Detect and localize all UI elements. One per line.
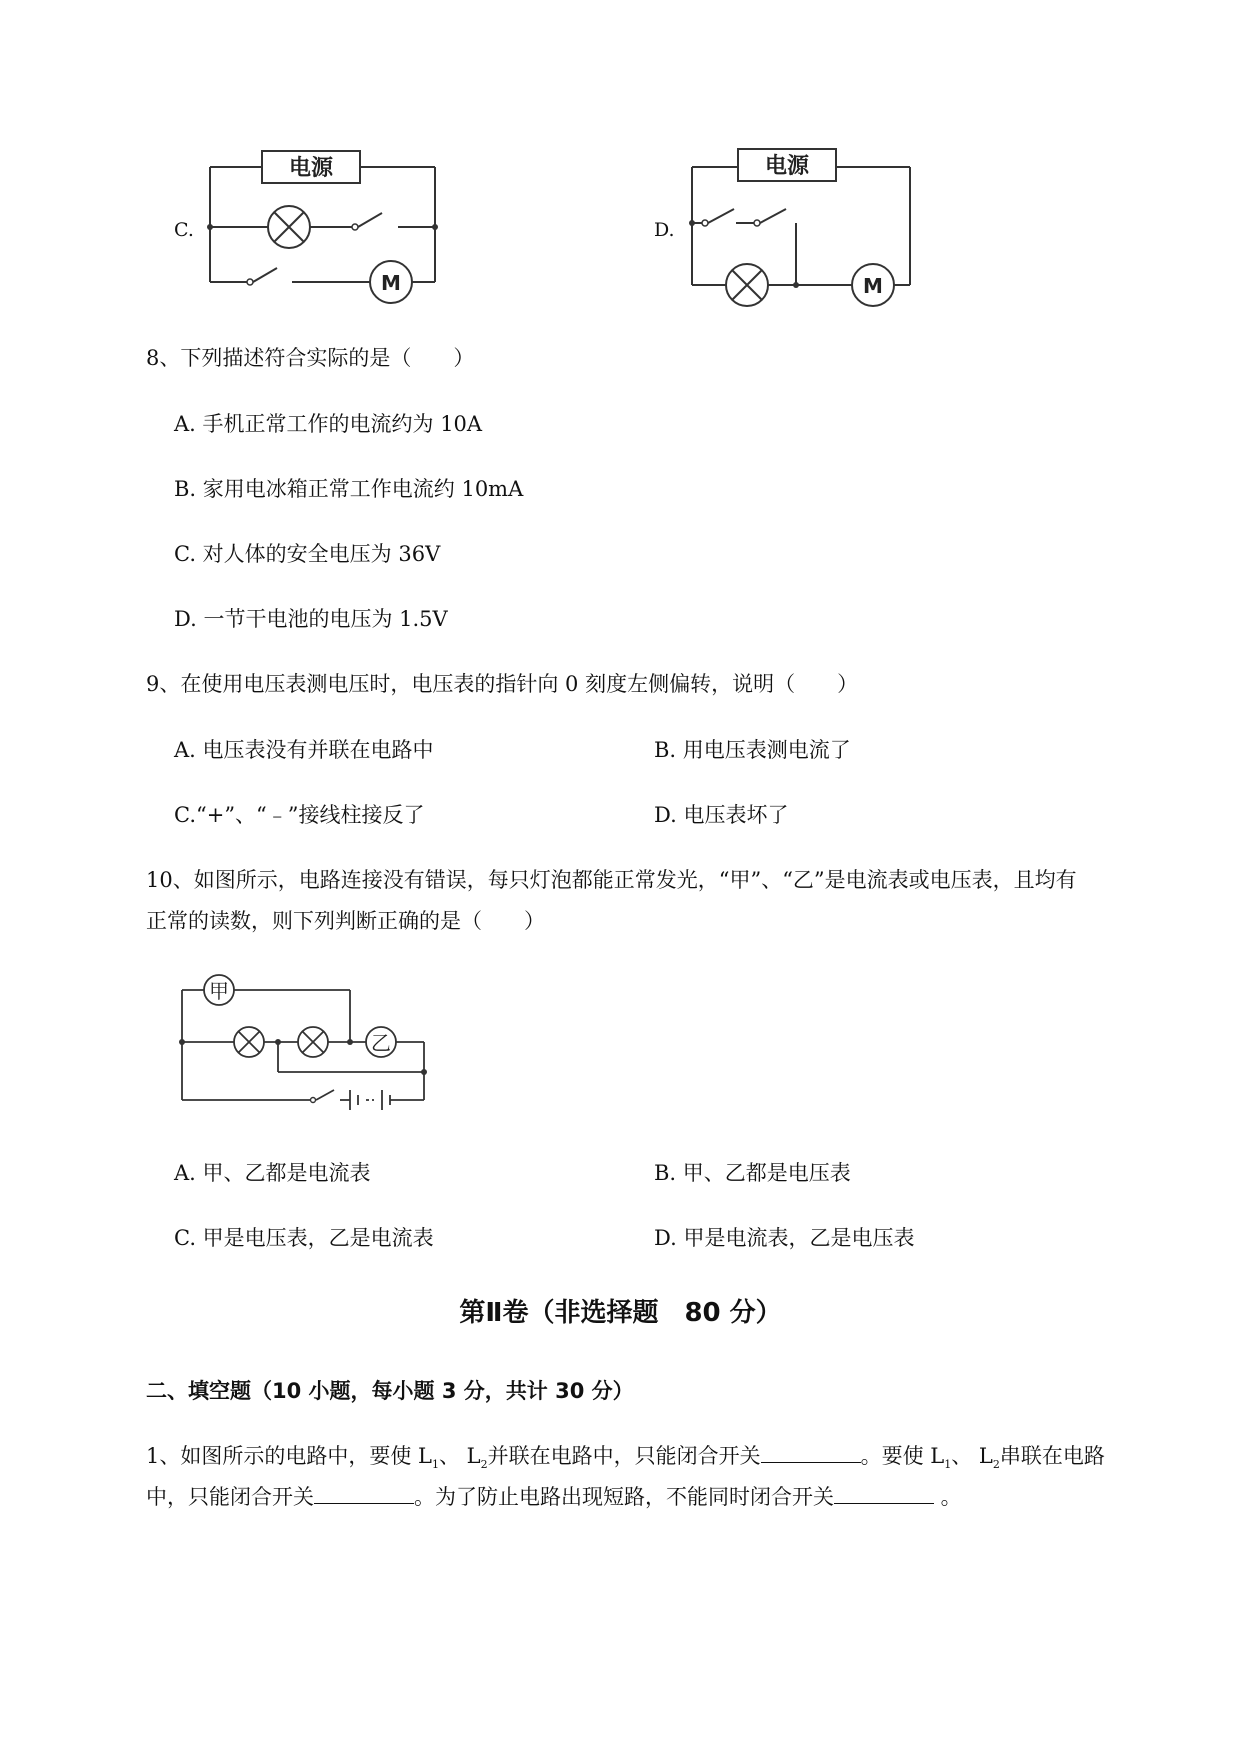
q10-option-c: C. 甲是电压表，乙是电流表 (174, 1226, 434, 1250)
q9-option-b: B. 用电压表测电流了 (654, 738, 851, 762)
answer-blank-2[interactable] (314, 1483, 414, 1504)
fill-question-1-line2: 中，只能闭合开关 。为了防止电路出现短路，不能同时闭合开关 。 (146, 1485, 962, 1509)
question-10-stem-line2: 正常的读数，则下列判断正确的是（ ） (146, 909, 545, 933)
fill-question-1-line1: 1、如图所示的电路中，要使 $L_1$、 $L_2$并联在电路中，只能闭合开关 。要使 $L_1$、 $L_2$串联在电路 (146, 1444, 1105, 1472)
q8-option-b: B. 家用电冰箱正常工作电流约 10mA (174, 477, 524, 501)
question-10-stem-line1: 10、如图所示，电路连接没有错误，每只灯泡都能正常发光，“甲”、“乙”是电流表或电压表，且均有 (146, 868, 1077, 892)
circuit-diagram-c (200, 145, 440, 305)
part-two-title: 第Ⅱ卷（非选择题 80 分） (459, 1298, 782, 1328)
q8-option-d: D. 一节干电池的电压为 1.5V (174, 607, 448, 631)
answer-blank-3[interactable] (834, 1483, 934, 1504)
meter-b-label: 乙 (371, 1031, 391, 1055)
q8-option-a: A. 手机正常工作的电流约为 10A (174, 412, 483, 436)
option-d-label: D. (654, 219, 675, 241)
motor-label-c: M (381, 271, 401, 295)
question-9-stem: 9、在使用电压表测电压时，电压表的指针向 0 刻度左侧偏转，说明（ ） (146, 672, 859, 696)
question-8-stem: 8、下列描述符合实际的是（ ） (146, 346, 475, 370)
q10-option-b: B. 甲、乙都是电压表 (654, 1161, 851, 1185)
q9-option-c: C.“+”、“﹣”接线柱接反了 (174, 803, 425, 827)
answer-blank-1[interactable] (761, 1442, 861, 1463)
q8-option-c: C. 对人体的安全电压为 36V (174, 542, 441, 566)
q10-option-d: D. 甲是电流表，乙是电压表 (654, 1226, 915, 1250)
circuit-diagram-q10 (170, 968, 440, 1118)
q9-option-a: A. 电压表没有并联在电路中 (174, 738, 434, 762)
fill-in-section-heading: 二、填空题（10 小题，每小题 3 分，共计 30 分） (146, 1379, 634, 1403)
power-source-label-c: 电源 (288, 156, 334, 181)
q9-option-d: D. 电压表坏了 (654, 803, 789, 827)
motor-label-d: M (863, 274, 883, 298)
power-source-label-d: 电源 (764, 154, 810, 179)
circuit-diagram-d (680, 145, 920, 310)
meter-a-label: 甲 (209, 979, 229, 1003)
option-c-label: C. (174, 219, 194, 241)
q10-option-a: A. 甲、乙都是电流表 (174, 1161, 371, 1185)
